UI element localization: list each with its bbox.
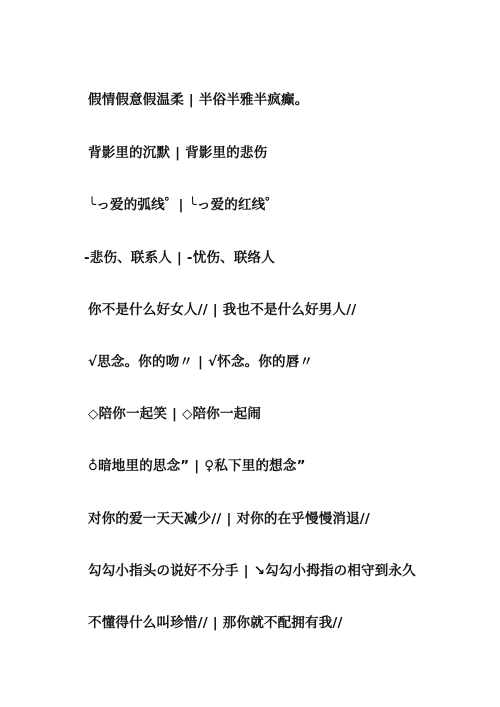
- text-line: 不懂得什么叫珍惜// | 那你就不配拥有我//: [88, 615, 343, 631]
- text-line: ╰っ爱的弧线゜| ╰っ爱的红线゜: [88, 197, 280, 213]
- text-line: 你不是什么好女人// | 我也不是什么好男人//: [88, 302, 357, 318]
- text-line: √思念。你的吻〃 | √怀念。你的唇〃: [88, 354, 314, 370]
- text-line: 对你的爱一天天减少// | 对你的在乎慢慢消退//: [88, 511, 371, 527]
- text-line: 勾勾小指头の说好不分手 | ↘勾勾小拇指の相守到永久: [88, 563, 416, 579]
- text-line: ♁暗地里的思念” | ♀私下里的想念”: [88, 458, 306, 474]
- text-line: 假情假意假温柔 | 半俗半雅半疯癫。: [88, 92, 309, 108]
- text-line: -悲伤、联系人 | -忧伤、联络人: [84, 250, 275, 266]
- text-line: ◇陪你一起笑 | ◇陪你一起闹: [88, 406, 262, 422]
- text-line: 背影里的沉默 | 背影里的悲伤: [88, 145, 268, 161]
